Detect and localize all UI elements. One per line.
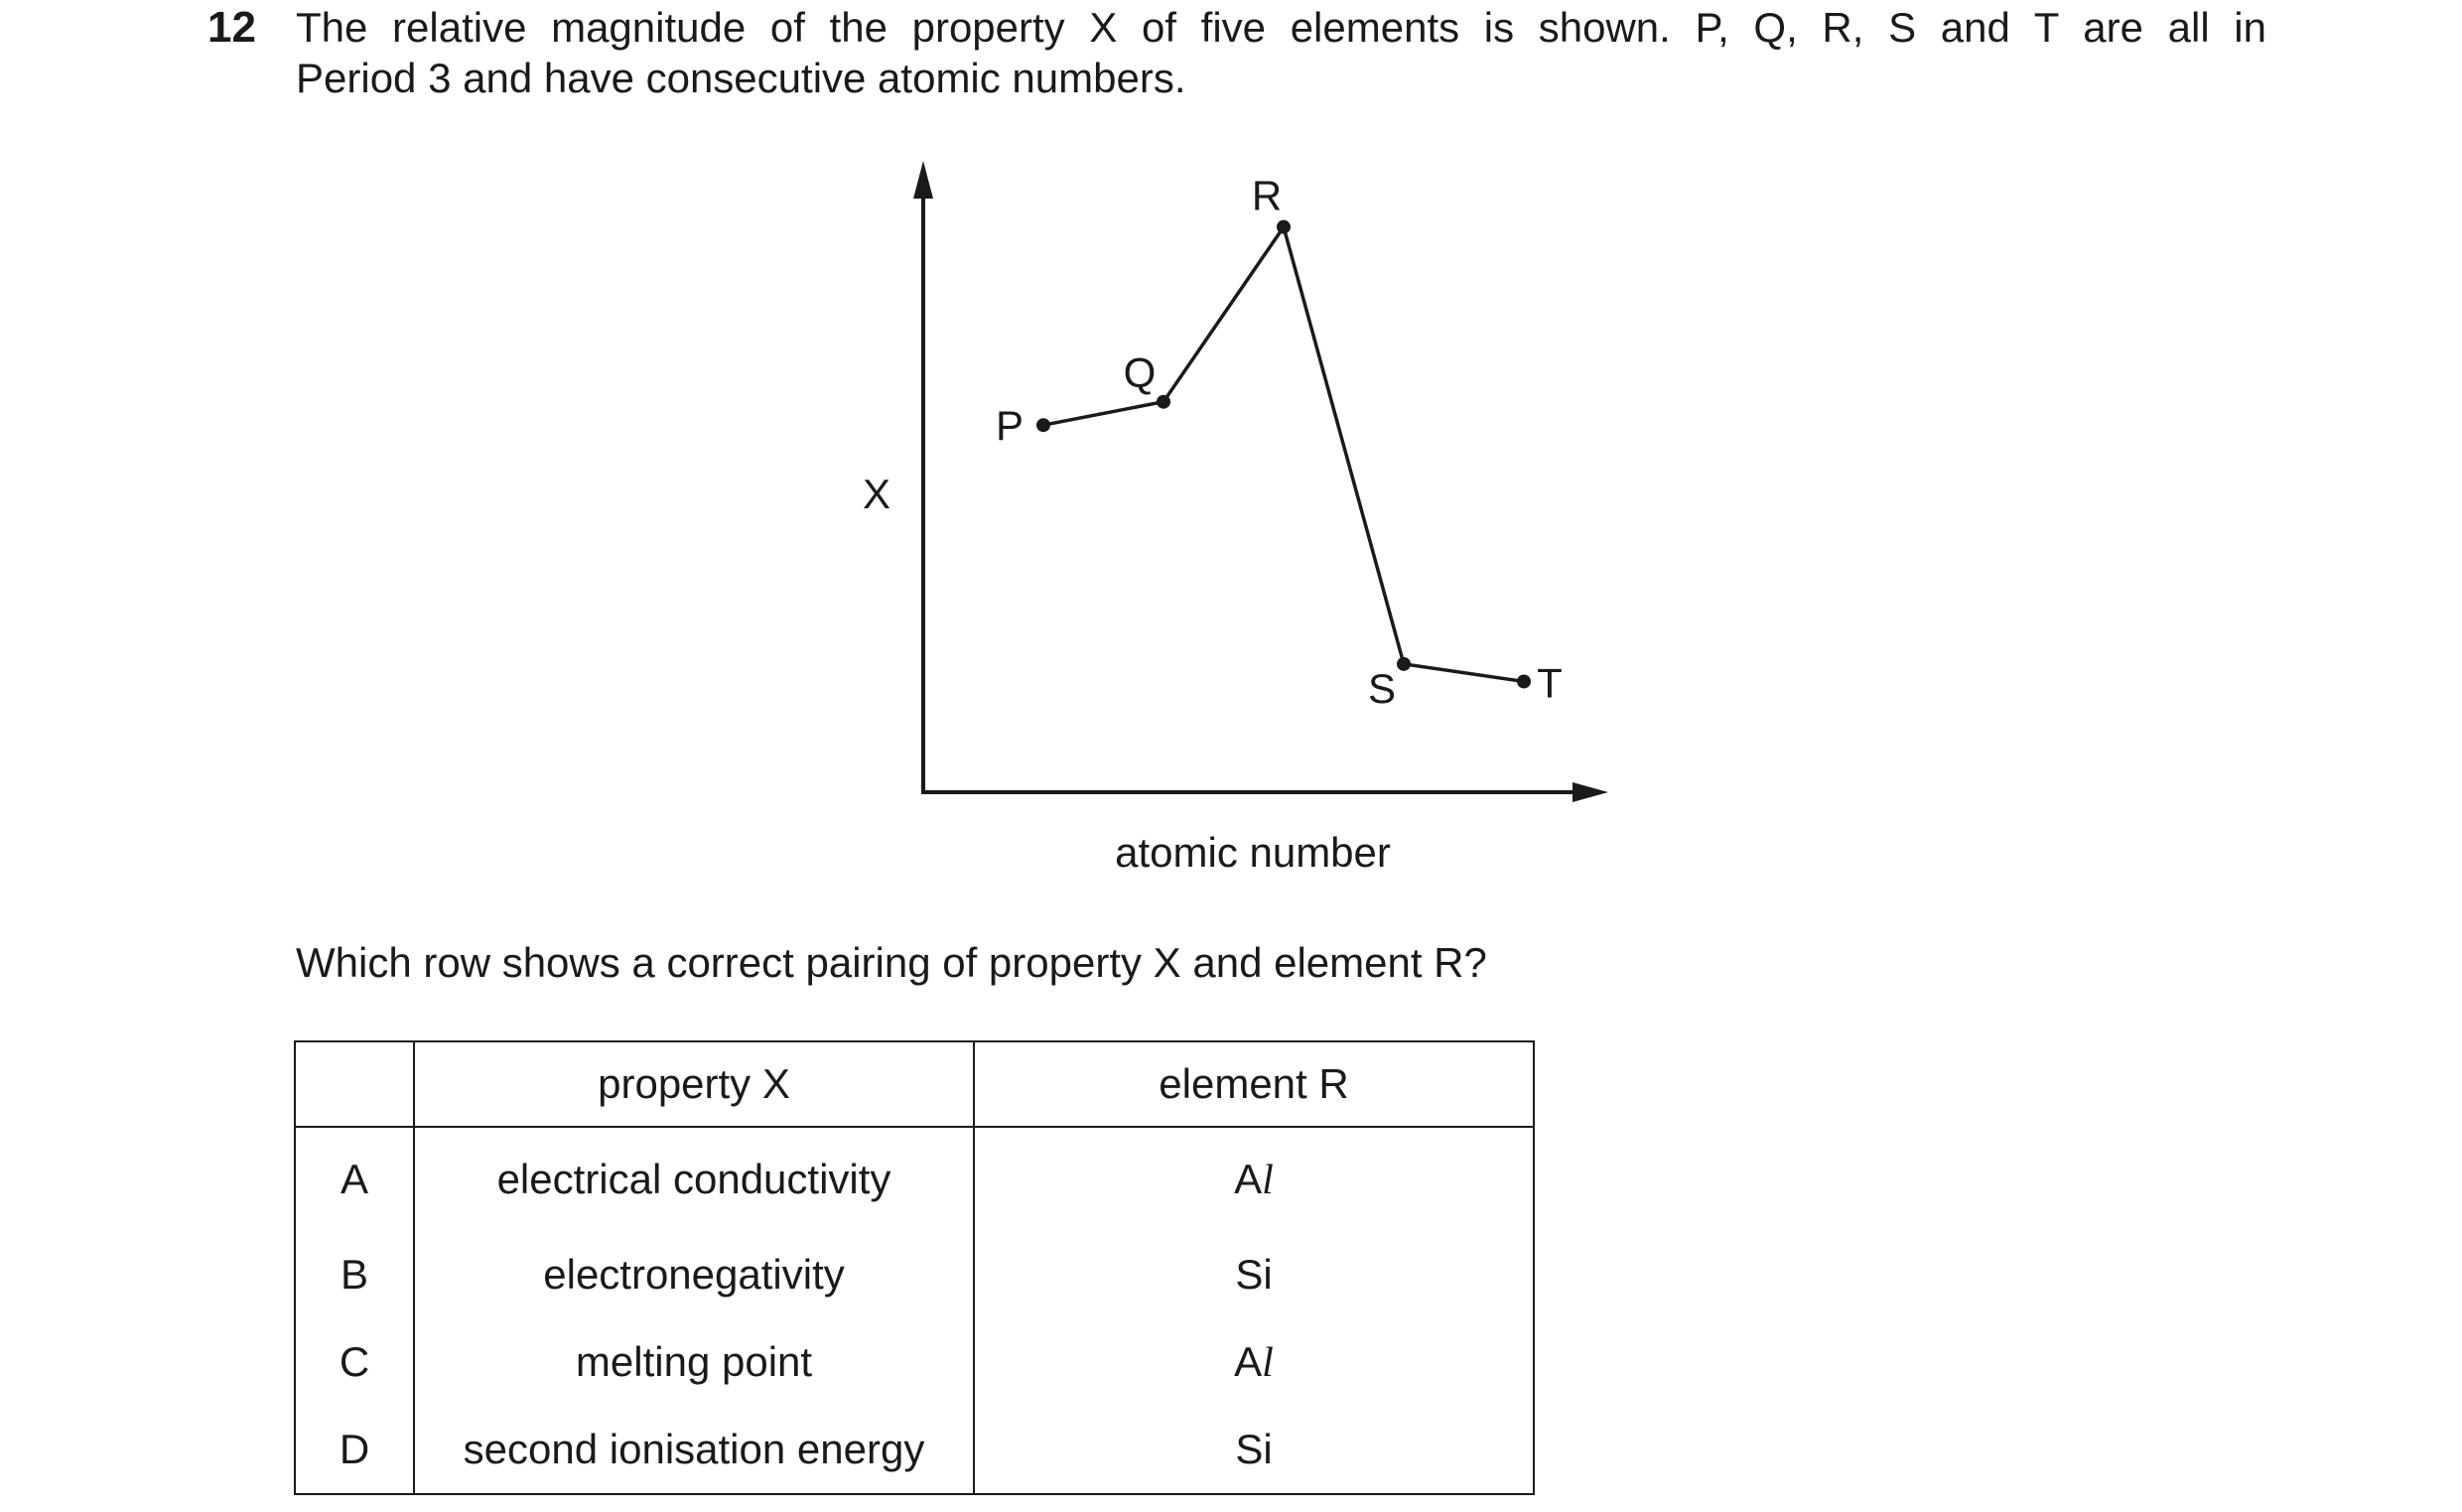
- element-symbol-suffix: l: [1262, 1157, 1274, 1203]
- option-letter: A: [295, 1127, 414, 1231]
- element-symbol: Si: [1235, 1250, 1273, 1298]
- data-point-r: [1277, 220, 1291, 234]
- option-property: melting point: [414, 1318, 974, 1406]
- header-property: property X: [414, 1041, 974, 1127]
- question-prompt: Which row shows a correct pairing of property X and element R?: [296, 939, 1487, 986]
- data-points: [996, 173, 1563, 712]
- point-label-p: P: [995, 402, 1025, 450]
- table-row-a: [295, 1127, 1534, 1231]
- stem-line-1: The relative magnitude of the property X of five elements is shown. P, Q, R, S and T are all in: [296, 4, 2266, 51]
- data-point-q: [1157, 395, 1170, 409]
- element-symbol: Si: [1235, 1425, 1273, 1472]
- y-axis-label: X: [862, 471, 891, 517]
- series-line: [1043, 227, 1524, 682]
- point-label-t: T: [1537, 659, 1563, 707]
- point-label-s: S: [1367, 664, 1397, 712]
- header-letter: [295, 1041, 414, 1127]
- option-element: [974, 1127, 1534, 1231]
- header-element: element R: [974, 1041, 1534, 1127]
- point-label-q: Q: [1123, 348, 1157, 396]
- option-letter: D: [295, 1406, 414, 1494]
- question-number: 12: [207, 3, 256, 52]
- option-letter: B: [295, 1231, 414, 1318]
- x-axis-arrowhead: [1573, 782, 1608, 802]
- x-axis-label: atomic number: [1115, 829, 1391, 876]
- answer-table: [294, 1040, 1535, 1495]
- table-row-c: [295, 1318, 1534, 1406]
- stem-line-2: Period 3 and have consecutive atomic numbers.: [296, 55, 1186, 101]
- table-row-b: [295, 1231, 1534, 1318]
- option-property: second ionisation energy: [414, 1406, 974, 1494]
- point-label-r: R: [1251, 172, 1283, 219]
- option-element: [974, 1318, 1534, 1406]
- element-symbol: A: [1234, 1155, 1263, 1202]
- table-row-d: [295, 1406, 1534, 1494]
- option-element: [974, 1406, 1534, 1494]
- table-header-row: [295, 1041, 1534, 1127]
- option-property: electronegativity: [414, 1231, 974, 1318]
- data-point-t: [1517, 674, 1531, 688]
- y-axis-arrowhead: [913, 161, 933, 199]
- data-point-s: [1397, 657, 1411, 671]
- option-property: electrical conductivity: [414, 1127, 974, 1231]
- element-symbol: A: [1234, 1337, 1263, 1385]
- option-element: [974, 1231, 1534, 1318]
- element-symbol-suffix: l: [1262, 1339, 1274, 1386]
- data-point-p: [1036, 418, 1050, 432]
- option-letter: C: [295, 1318, 414, 1406]
